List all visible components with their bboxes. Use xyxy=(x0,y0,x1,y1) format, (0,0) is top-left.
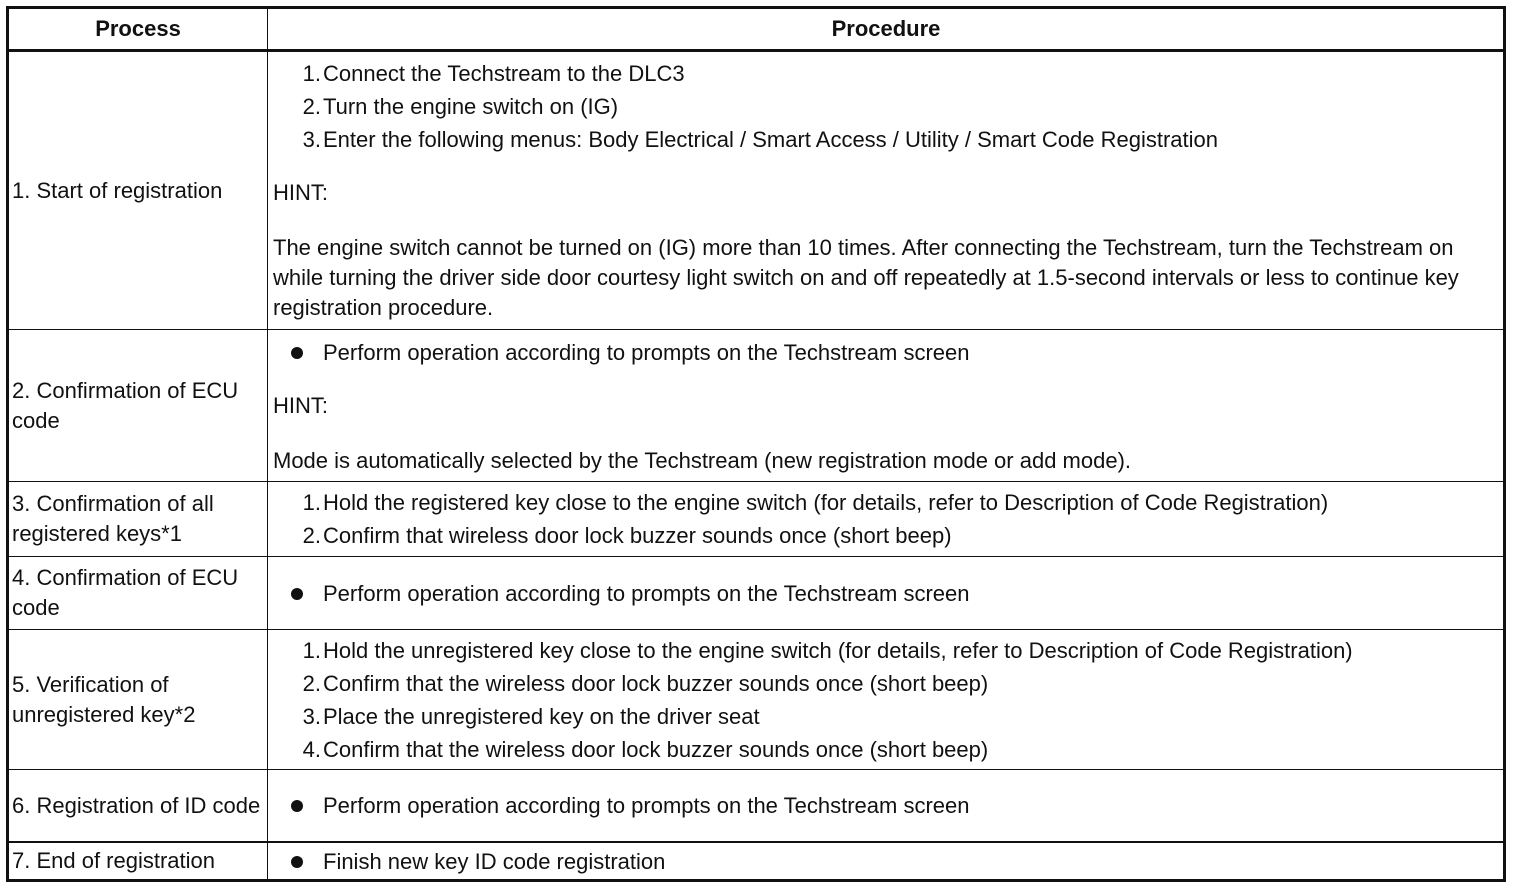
bullet-text: Perform operation according to prompts on the Techstream screen xyxy=(323,793,970,818)
procedure-cell xyxy=(273,330,1499,481)
procedure-cell xyxy=(273,557,1499,629)
hint-label: HINT: xyxy=(273,180,328,205)
step-number: 1. xyxy=(302,490,321,515)
bullet-text: Perform operation according to prompts on the Techstream screen xyxy=(323,581,970,606)
process-cell: 6. Registration of ID code xyxy=(12,792,261,818)
step-text: Enter the following menus: Body Electrical / Smart Access / Utility / Smart Code Registration xyxy=(323,127,1219,152)
step-text: Hold the registered key close to the engine switch (for details, refer to Description of Code Registration) xyxy=(323,490,1329,515)
procedure-cell xyxy=(273,843,1499,879)
bullet-icon xyxy=(291,800,303,812)
step-text: Confirm that the wireless door lock buzzer sounds once (short beep) xyxy=(323,737,989,762)
procedure-cell xyxy=(273,482,1499,556)
hint-text: The engine switch cannot be turned on (IG) more than 10 times. After connecting the Techstream, turn the Techstream on while turning the driver side door courtesy light switch on and off repeatedly at 1.5-second intervals or less to continue key registration procedure. xyxy=(273,235,1459,320)
table-row xyxy=(9,842,1503,879)
procedure-cell xyxy=(273,52,1499,329)
procedure-cell xyxy=(273,770,1499,841)
step-item xyxy=(273,123,1219,156)
header-process: Process xyxy=(95,16,181,41)
bullet-icon xyxy=(291,856,303,868)
table-header xyxy=(9,9,1503,52)
step-item xyxy=(273,700,760,733)
hint-label: HINT: xyxy=(273,393,328,418)
step-item xyxy=(273,90,619,123)
step-number: 2. xyxy=(302,671,321,696)
step-item xyxy=(273,667,989,700)
procedure-table xyxy=(6,6,1506,882)
step-item xyxy=(273,634,1353,667)
process-cell: 1. Start of registration xyxy=(12,177,223,203)
step-number: 1. xyxy=(302,61,321,86)
hint-text: Mode is automatically selected by the Techstream (new registration mode or add mode). xyxy=(273,448,1132,473)
table-row xyxy=(9,330,1503,482)
procedure-cell xyxy=(273,630,1499,769)
step-text: Connect the Techstream to the DLC3 xyxy=(323,61,685,86)
step-text: Hold the unregistered key close to the engine switch (for details, refer to Description of Code Registration) xyxy=(323,638,1353,663)
step-item xyxy=(273,57,685,90)
step-text: Confirm that the wireless door lock buzzer sounds once (short beep) xyxy=(323,671,989,696)
table-row xyxy=(9,557,1503,630)
step-number: 3. xyxy=(302,704,321,729)
header-procedure: Procedure xyxy=(831,16,941,41)
step-number: 4. xyxy=(302,737,321,762)
step-number: 3. xyxy=(302,127,321,152)
table-row xyxy=(9,630,1503,770)
step-number: 2. xyxy=(302,94,321,119)
step-item xyxy=(273,519,952,552)
table-row xyxy=(9,52,1503,330)
process-cell: 5. Verification of unregistered key*2 xyxy=(12,671,196,727)
process-cell: 3. Confirmation of all registered keys*1 xyxy=(12,491,214,546)
table-row xyxy=(9,482,1503,557)
step-number: 2. xyxy=(302,523,321,548)
step-text: Place the unregistered key on the driver seat xyxy=(323,704,760,729)
step-item xyxy=(273,486,1329,519)
process-cell: 7. End of registration xyxy=(12,848,216,873)
process-cell: 2. Confirmation of ECU code xyxy=(12,377,239,433)
step-number: 1. xyxy=(302,638,321,663)
process-cell: 4. Confirmation of ECU code xyxy=(12,565,239,620)
bullet-text: Finish new key ID code registration xyxy=(323,849,666,874)
step-text: Turn the engine switch on (IG) xyxy=(323,94,619,119)
step-text: Confirm that wireless door lock buzzer sounds once (short beep) xyxy=(323,523,952,548)
bullet-text: Perform operation according to prompts on the Techstream screen xyxy=(323,340,970,365)
bullet-icon xyxy=(291,588,303,600)
table-row xyxy=(9,770,1503,842)
bullet-icon xyxy=(291,347,303,359)
step-item xyxy=(273,733,989,766)
